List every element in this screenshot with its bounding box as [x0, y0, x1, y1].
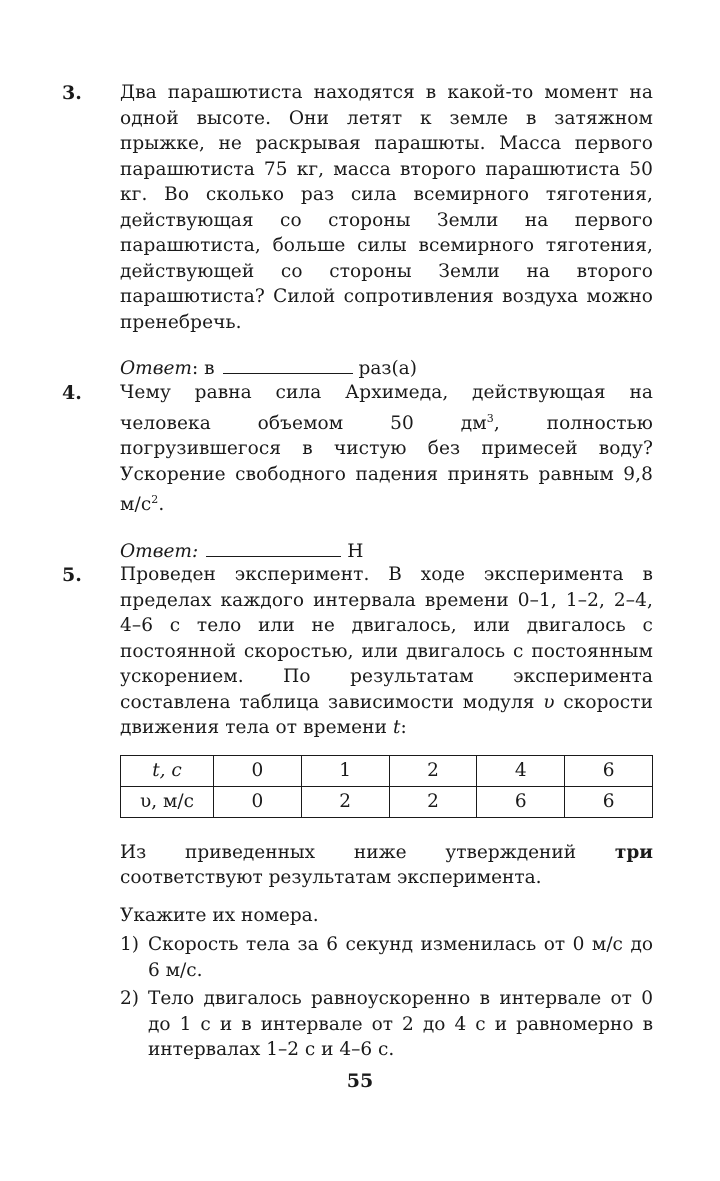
- table-cell: 2: [301, 786, 389, 817]
- row-header: t, с: [121, 755, 214, 786]
- variable-v: υ: [543, 691, 555, 713]
- answer-unit: раз(а): [358, 358, 417, 379]
- instruction: Укажите их номера.: [120, 904, 319, 926]
- answer-line: [120, 538, 662, 564]
- data-table: [120, 755, 653, 818]
- table-cell: 6: [477, 786, 565, 817]
- option-text: Тело двигалось равноускоренно в интервале от 0 до 1 с и в интервале от 2 до 4 с и равномерно в интервалах 1–2 с и 4–6 с.: [148, 988, 653, 1060]
- statement-intro: [120, 840, 653, 891]
- answer-unit: Н: [347, 540, 364, 562]
- variable-t: t: [393, 717, 401, 738]
- table-cell: 2: [389, 786, 477, 817]
- problem-5: [62, 562, 662, 1063]
- text-part: Проведен эксперимент. В ходе эксперимента в пределах каждого интервала времени 0–1, 1–2, 2–4, 4–6 с тело или не двигалось, или двигалось с постоянной скоростью, или двигалось с постоянным ускорением. По результатам эксперимента составлена таблица зависимости модуля: [120, 564, 653, 713]
- superscript: 2: [151, 493, 159, 507]
- text-part: .: [158, 494, 165, 516]
- problem-text: [120, 380, 653, 518]
- option-marker: 1): [120, 934, 139, 955]
- emphasis: три: [614, 841, 653, 863]
- table-cell: 1: [301, 755, 389, 786]
- page-number: 55: [346, 1070, 374, 1092]
- table-row: [121, 786, 653, 817]
- problem-4: [62, 380, 662, 564]
- option-1: [120, 932, 653, 983]
- table-cell: 4: [477, 755, 565, 786]
- table-cell: 0: [214, 755, 302, 786]
- answer-blank[interactable]: [206, 538, 341, 557]
- text-part: , полностью погрузившегося в чистую без примесей воду? Ускорение свободного падения принять равным 9,8 м/с: [120, 412, 653, 516]
- superscript: 3: [486, 411, 494, 425]
- table-row: [121, 755, 653, 786]
- answer-line: [120, 355, 662, 381]
- problem-3: [62, 80, 662, 381]
- answer-blank[interactable]: [223, 355, 353, 374]
- table-cell: 6: [565, 786, 653, 817]
- option-2: [120, 986, 653, 1063]
- row-header: υ, м/с: [121, 786, 214, 817]
- table-cell: 0: [214, 786, 302, 817]
- text-part: соответствуют результатам эксперимента.: [120, 867, 542, 888]
- problem-text: [120, 562, 653, 741]
- answer-label: Ответ:: [120, 540, 199, 562]
- table-cell: 2: [389, 755, 477, 786]
- text-part: скорости движения тела от времени: [120, 691, 654, 738]
- problem-text: Два парашютиста находятся в какой-то момент на одной высоте. Они летят к земле в затяжном прыжке, не раскрывая парашюты. Масса первого парашютиста 75 кг, масса второго парашютиста 50 кг. Во сколько раз сила всемирного тяготения, действующая со стороны Земли на первого парашютиста, больше силы всемирного тяготения, действующей со стороны Земли на второго парашютиста? Силой сопротивления воздуха можно пренебречь.: [120, 82, 653, 333]
- answer-prefix: : в: [191, 358, 215, 379]
- option-text: Скорость тела за 6 секунд изменилась от 0 м/с до 6 м/с.: [148, 934, 653, 981]
- text-part: Из приведенных ниже утверждений: [120, 841, 615, 863]
- text-part: Чему равна сила Архимеда, действующая на человека объемом 50 дм: [120, 382, 653, 434]
- problem-number: 4.: [62, 382, 82, 404]
- option-marker: 2): [120, 988, 139, 1009]
- problem-number: 5.: [62, 564, 82, 586]
- problem-number: 3.: [62, 82, 82, 104]
- table-cell: 6: [565, 755, 653, 786]
- answer-label: Ответ: [120, 358, 192, 379]
- text-part: :: [400, 717, 407, 738]
